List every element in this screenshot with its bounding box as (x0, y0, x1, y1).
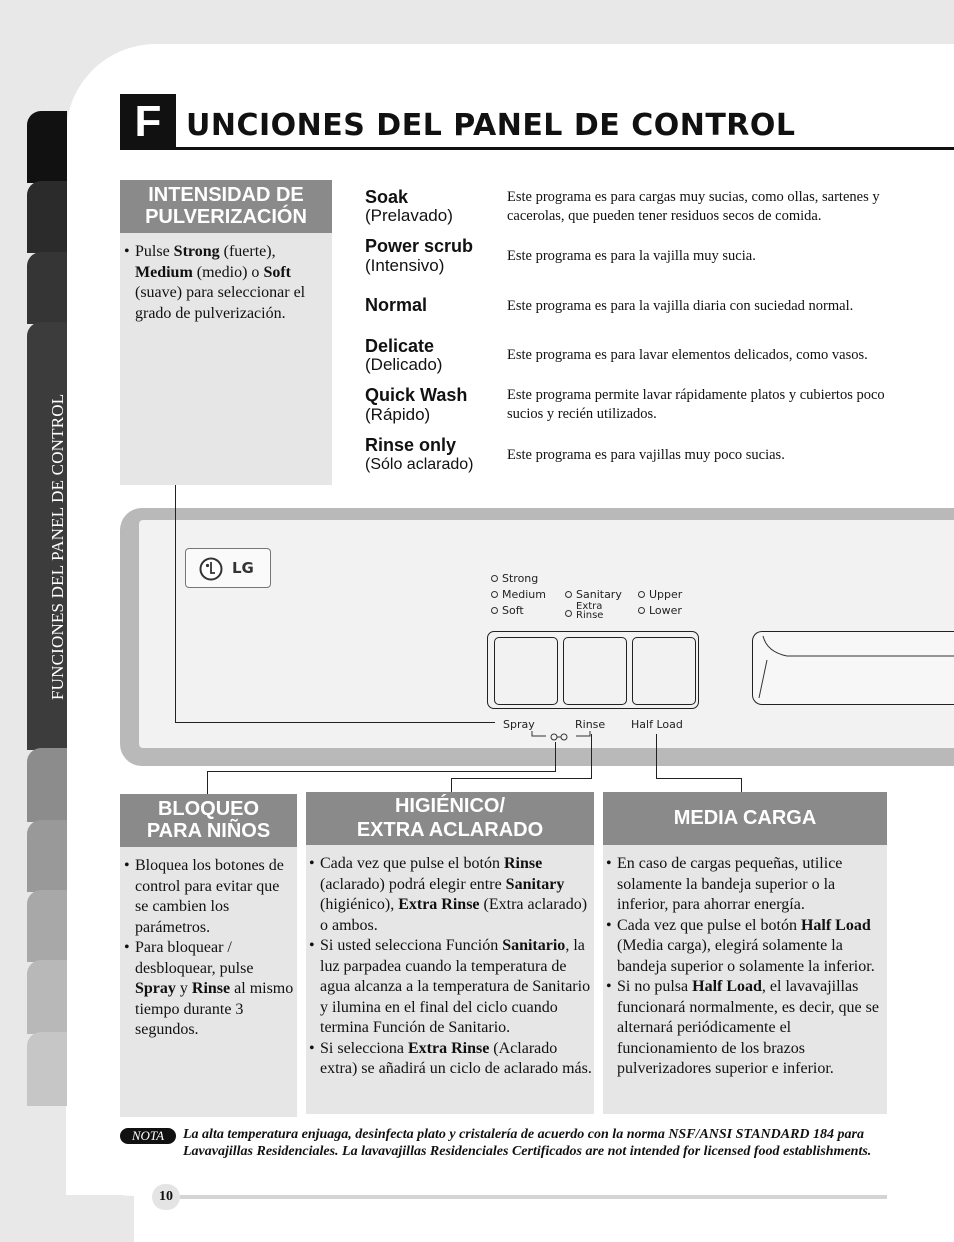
program-name-normal: Normal (365, 295, 428, 315)
list-item: • Cada vez que pulse el botón Rinse (aclarado) podrá elegir entre Sanitary (higiénico), Extra Rinse (Extra aclarado) o ambos. (309, 854, 592, 936)
list-item: • Cada vez que pulse el botón Half Load (Media carga), elegirá solamente la bandeja superior o solamente la inferior. (606, 916, 884, 978)
list-item: • Para bloquear / desbloquear, pulse Spray y Rinse al mismo tiempo durante 3 segundos. (124, 938, 294, 1041)
led-upper: Upper (638, 588, 682, 601)
led-dot-icon (638, 607, 645, 614)
connector-lock-v1 (555, 742, 556, 771)
lg-logo-text: LG (232, 559, 254, 577)
connector-rinse-v2 (451, 778, 452, 793)
side-tab-1[interactable] (27, 111, 67, 183)
page-bottom (134, 1195, 954, 1242)
display-window (752, 631, 954, 705)
list-item: • Si no pulsa Half Load, el lavavajillas funcionará normalmente, es decir, que se alternará periódicamente el funcionamiento de los brazos pulverizadores superior e inferior. (606, 977, 884, 1080)
led-dot-icon (491, 607, 498, 614)
connector-half-load-h (656, 778, 742, 779)
side-tab-7[interactable] (27, 890, 67, 962)
connector-spray-horizontal (175, 722, 495, 723)
program-name-quick-wash: Quick Wash (365, 385, 468, 405)
side-tab-label: FUNCIONES DEL PANEL DE CONTROL (48, 393, 67, 700)
connector-spray-vertical (175, 485, 176, 723)
side-tab-2[interactable] (27, 181, 67, 253)
list-item: • Si selecciona Extra Rinse (Aclarado extra) se añadirá un ciclo de aclarado más. (309, 1039, 592, 1080)
display-window-glare (753, 632, 954, 706)
child-lock-heading: BLOQUEO PARA NIÑOS (120, 794, 297, 847)
led-medium: Medium (491, 588, 546, 601)
led-strong: Strong (491, 572, 538, 585)
spray-button-label: Spray (503, 718, 535, 731)
connector-half-load-v2 (741, 778, 742, 793)
list-item: • Si usted selecciona Función Sanitario, la luz parpadea cuando la temperatura de agua alcanza a la temperatura de Sanitario y ilumina en el final del ciclo cuando termina Función de Sanitario. (309, 936, 592, 1039)
side-tab-6[interactable] (27, 820, 67, 892)
led-lower: Lower (638, 604, 682, 617)
program-desc-power-scrub: Este programa es para la vajilla muy sucia. (507, 248, 756, 264)
program-sub-power-scrub: (Intensivo) (365, 256, 445, 275)
lg-logo (185, 548, 271, 588)
side-tab-3[interactable] (27, 252, 67, 324)
spray-intensity-heading: INTENSIDAD DE PULVERIZACIÓN (120, 180, 332, 233)
connector-half-load-v1 (656, 734, 657, 779)
side-tab-5[interactable] (27, 748, 67, 822)
program-name-power-scrub: Power scrub (365, 236, 474, 256)
page-title: UNCIONES DEL PANEL DE CONTROL (186, 108, 796, 143)
led-dot-icon (491, 591, 498, 598)
spray-button[interactable] (494, 637, 558, 705)
list-item: • En caso de cargas pequeñas, utilice solamente la bandeja superior o la inferior, para ahorrar energía. (606, 854, 884, 916)
side-tab-8[interactable] (27, 960, 67, 1034)
led-sanitary: Sanitary (565, 588, 622, 601)
program-sub-delicate: (Delicado) (365, 355, 443, 374)
program-sub-soak: (Prelavado) (365, 206, 453, 225)
half-load-button[interactable] (632, 637, 696, 705)
child-lock-text (124, 856, 294, 1041)
program-desc-quick-wash: Este programa permite lavar rápidamente platos y cubiertos poco sucios y recién utilizados. (507, 387, 885, 422)
page-number: 10 (152, 1184, 180, 1210)
footer-rule (180, 1195, 887, 1199)
title-underline (120, 147, 954, 150)
program-sub-rinse-only: (Sólo aclarado) (365, 456, 474, 473)
connector-lock-v2 (207, 771, 208, 795)
led-dot-icon (565, 610, 572, 617)
led-extra-rinse: Extra Rinse (565, 602, 603, 620)
connector-rinse-h (451, 778, 592, 779)
led-dot-icon (638, 591, 645, 598)
hygienic-heading: HIGIÉNICO/ EXTRA ACLARADO (306, 792, 594, 845)
side-tab-9[interactable] (27, 1032, 67, 1106)
list-item: • Pulse Strong (fuerte), Medium (medio) o Soft (suave) para seleccionar el grado de pulverización. (124, 242, 324, 324)
half-load-text (606, 854, 884, 1080)
program-desc-rinse-only: Este programa es para vajillas muy poco sucias. (507, 447, 785, 463)
led-dot-icon (491, 575, 498, 582)
note-badge: NOTA (120, 1128, 176, 1144)
program-name-rinse-only: Rinse only (365, 435, 457, 455)
program-sub-quick-wash: (Rápido) (365, 405, 431, 424)
half-load-button-label: Half Load (631, 718, 683, 731)
program-desc-normal: Este programa es para la vajilla diaria con suciedad normal. (507, 298, 854, 314)
program-name-soak: Soak (365, 187, 409, 207)
title-initial: F (120, 94, 176, 150)
program-desc-delicate: Este programa es para lavar elementos delicados, como vasos. (507, 347, 868, 363)
rinse-button[interactable] (563, 637, 627, 705)
led-dot-icon (565, 591, 572, 598)
connector-lock-h (207, 771, 556, 772)
lg-logo-icon (186, 549, 272, 589)
program-desc-soak: Este programa es para cargas muy sucias, como ollas, sartenes y cacerolas, que pueden tener residuos secos de comida. (507, 189, 880, 224)
note-text: La alta temperatura enjuaga, desinfecta plato y cristalería de acuerdo con la norma NSF/ANSI STANDARD 184 para Lavavajillas Residenciales. La lavavajillas Residenciales Certificados are not intended for licensed food establishments. (183, 1127, 872, 1159)
spray-intensity-text (124, 242, 324, 324)
page-margin (0, 1195, 134, 1242)
connector-rinse-v1 (591, 734, 592, 779)
program-name-delicate: Delicate (365, 336, 435, 356)
list-item: • Bloquea los botones de control para evitar que se cambien los parámetros. (124, 856, 294, 938)
rinse-button-label: Rinse (575, 718, 606, 731)
led-soft: Soft (491, 604, 524, 617)
child-lock-bracket-icon (530, 731, 592, 745)
hygienic-text (309, 854, 592, 1080)
half-load-heading: MEDIA CARGA (603, 792, 887, 845)
